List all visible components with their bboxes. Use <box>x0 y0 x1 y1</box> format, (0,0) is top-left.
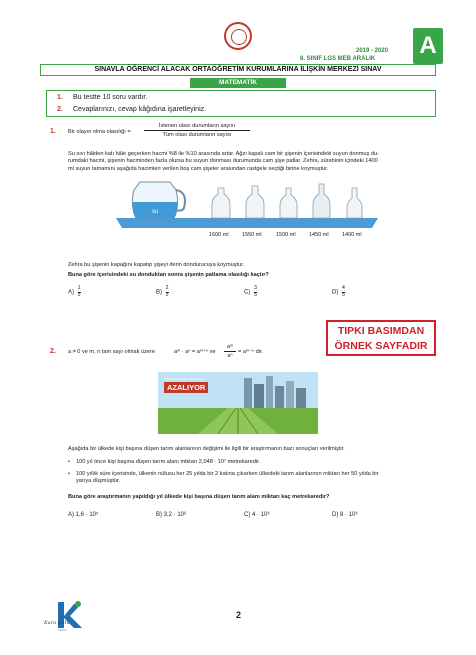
question-1-after: Zehra bu şişenin kapağını kapatıp şişeyi derin dondurucuya koymuştur. <box>68 262 245 268</box>
bullet-item: • 100 yıl önce kişi başına düşen tarım alanı miktarı 2,048 · 10⁷ metrekaredir. <box>76 459 260 466</box>
formula-numerator: İstenen olası durumların sayısı <box>158 123 236 129</box>
option-d[interactable]: D) 8 · 10⁶ <box>332 512 358 518</box>
bullet-item-continued: yarıya düşmüştür. <box>76 478 121 484</box>
exam-title: SINAVLA ÖĞRENCİ ALACAK ORTAÖĞRETİM KURUMLARINA İLİŞKİN MERKEZİ SINAV <box>40 64 436 76</box>
option-d[interactable]: D) $\frac{4}{5}$ <box>332 285 345 298</box>
option-a[interactable]: A) $\frac{1}{5}$ <box>68 285 81 298</box>
bullet-item: • 100 yıllık süre içerisinde, ülkenin nüfusu her 25 yılda bir 2 katına çıkarken ülkedeki tarım alanlarının miktarı her 50 yılda bir <box>76 471 379 478</box>
option-b[interactable]: B) $\frac{2}{5}$ <box>156 285 169 298</box>
bottle-icon <box>280 188 297 218</box>
question-1-number: 1. <box>50 128 56 135</box>
question-2-number: 2. <box>50 348 56 355</box>
bottle-icon <box>347 188 362 218</box>
instruction-item: 1. Bu testte 10 soru vardır. <box>57 94 148 101</box>
option-b[interactable]: B) 3,2 · 10⁶ <box>156 512 187 518</box>
bottle-icon <box>246 186 264 218</box>
exponent-rule-prefix: a ≠ 0 ve m, n tam sayı olmak üzere <box>68 349 156 355</box>
publisher-sub: YAYIN <box>58 628 67 632</box>
question-2-prompt: Buna göre araştırmanın yapıldığı yıl ülkede kişi başına düşen tarım alanı miktarı kaç metrekaredir? <box>68 494 330 500</box>
booklet-badge: A <box>413 28 443 64</box>
exponent-quotient: aᵐ aⁿ <box>224 344 236 359</box>
meb-seal-icon <box>224 22 252 50</box>
image-headline: AZALIYOR <box>164 382 208 393</box>
sample-page-stamp: TIPKI BASIMDAN ÖRNEK SAYFADIR <box>326 320 436 356</box>
question-2-intro: Aşağıda bir ülkede kişi başına düşen tarım alanlarının değişimi ile ilgili bir araştırmanın bazı sonuçları verilmiştir. <box>68 446 345 452</box>
formula-bar <box>144 130 250 131</box>
exam-group: 8. SINIF LGS MEB ARALIK <box>300 56 376 62</box>
bottle-volume-label: 1550 ml <box>242 232 262 238</box>
probability-formula-prefix: Bir olayın olma olasılığı = <box>68 129 131 135</box>
bottle-volume-label: 1500 ml <box>276 232 296 238</box>
instructions-box <box>46 90 436 117</box>
bottle-volume-label: 1400 ml <box>342 232 362 238</box>
bottle-icon <box>313 184 330 218</box>
publisher-name: Kara Kutu <box>44 620 70 626</box>
shelf <box>116 218 378 228</box>
karakutu-logo-icon <box>48 598 88 636</box>
bottle-icon <box>212 188 230 218</box>
jug-and-bottles-illustration <box>116 180 378 240</box>
bottle-volume-label: 1450 ml <box>309 232 329 238</box>
water-jug-icon <box>132 182 185 218</box>
image-caption: Kişi Başına Düşen Tarım Alanı <box>164 377 205 381</box>
subject-title: MATEMATİK <box>190 78 286 88</box>
farmland-decreasing-image <box>158 372 318 434</box>
jug-label: su <box>152 209 159 215</box>
bottle-volume-label: 1600 ml <box>209 232 229 238</box>
option-c[interactable]: C) 4 · 10⁶ <box>244 512 270 518</box>
exponent-quotient-result: = aᵐ⁻ⁿ dir. <box>238 349 264 355</box>
exam-year: 2019 - 2020 <box>356 48 389 54</box>
exponent-product-rule: aᵐ · aⁿ = aᵐ⁺ⁿ ve <box>174 349 216 355</box>
page-number: 2 <box>236 610 242 620</box>
option-c[interactable]: C) $\frac{3}{5}$ <box>244 285 257 298</box>
question-1-prompt: Buna göre içerisindeki su donduktan sonra şişenin patlama olasılığı kaçtır? <box>68 272 269 278</box>
option-a[interactable]: A) 1,6 · 10⁵ <box>68 512 99 518</box>
formula-denominator: Tüm olası durumların sayısı <box>162 132 232 138</box>
question-1-paragraph: Su sıvı hâlden katı hâle geçerken hacmi %8 ile %10 arasında artar. Ağzı kapalı cam bir şişenin içerisindeki suyun donmuş du- rumdaki hacmi, şişenin hacminden fazla olursa bu suyun donması durumunda cam şişe patlar. Zehra, sürahinin içindeki 1400 ml suyun tamamını aşağıda hacimleri verilen boş cam şişeler arasından rastgele seçtiği birine koymuştur. <box>68 151 379 172</box>
probability-formula <box>144 123 250 138</box>
instruction-item: 2. Cevaplarınızı, cevap kâğıdına işaretleyiniz. <box>57 106 207 113</box>
